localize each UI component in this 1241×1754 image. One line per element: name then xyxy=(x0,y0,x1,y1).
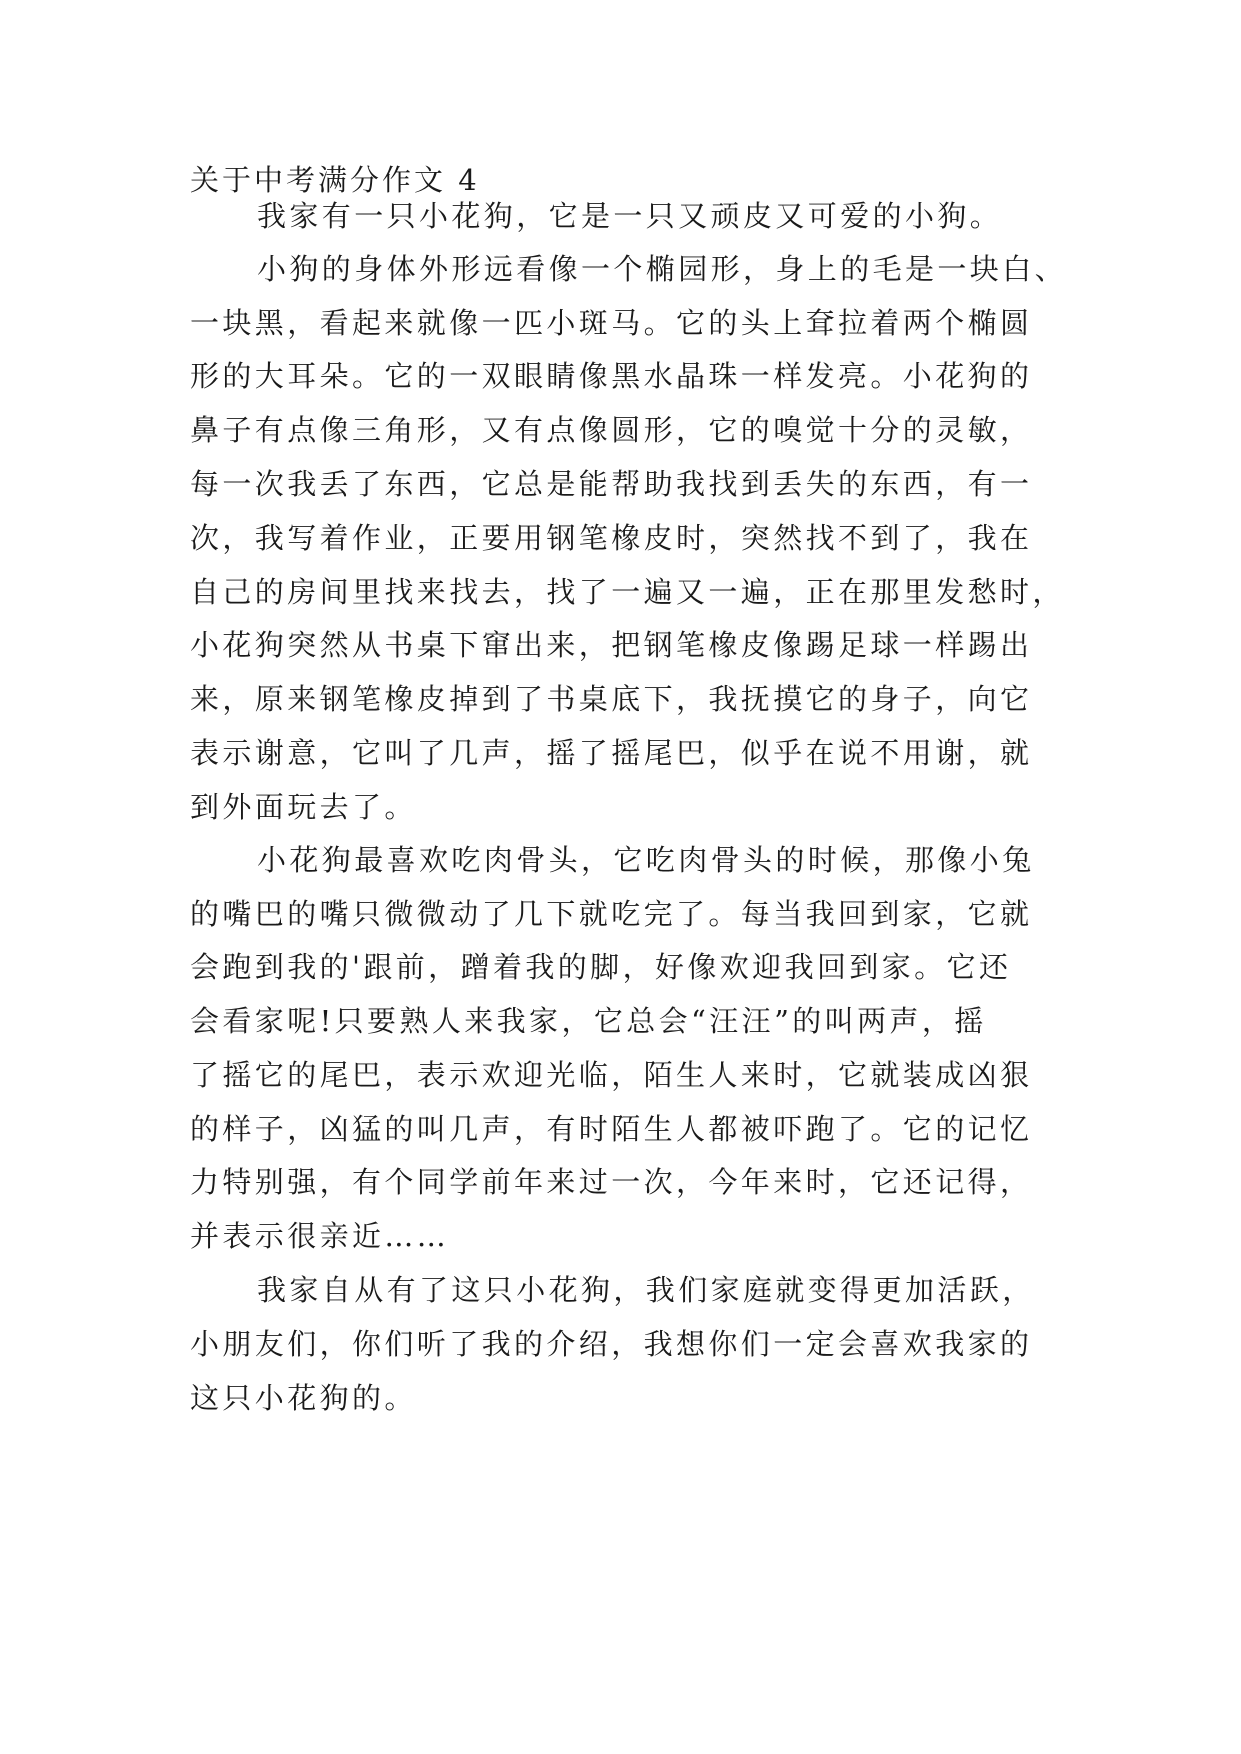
paragraph-3-line-5: 了摇它的尾巴，表示欢迎光临，陌生人来时，它就装成凶狠 xyxy=(190,1058,1033,1092)
paragraph-3-line-1: 小花狗最喜欢吃肉骨头，它吃肉骨头的时候，那像小兔 xyxy=(257,843,1035,877)
paragraph-2-line-3: 形的大耳朵。它的一双眼睛像黑水晶珠一样发亮。小花狗的 xyxy=(190,359,1033,393)
paragraph-2-line-11: 到外面玩去了。 xyxy=(190,790,417,824)
paragraph-3-line-4: 会看家呢!只要熟人来我家，它总会“汪汪”的叫两声，摇 xyxy=(190,1004,987,1038)
paragraph-2-line-1: 小狗的身体外形远看像一个椭园形，身上的毛是一块白、 xyxy=(257,252,1068,286)
paragraph-2-line-7: 自己的房间里找来找去，找了一遍又一遍，正在那里发愁时， xyxy=(190,575,1065,609)
paragraph-4-line-2: 小朋友们，你们听了我的介绍，我想你们一定会喜欢我家的 xyxy=(190,1327,1033,1361)
paragraph-2-line-10: 表示谢意，它叫了几声，摇了摇尾巴，似乎在说不用谢，就 xyxy=(190,736,1033,770)
paragraph-2-line-5: 每一次我丢了东西，它总是能帮助我找到丢失的东西，有一 xyxy=(190,467,1033,501)
document-title: 关于中考满分作文 4 xyxy=(190,163,480,197)
paragraph-3-line-7: 力特别强，有个同学前年来过一次，今年来时，它还记得， xyxy=(190,1165,1033,1199)
paragraph-2-line-8: 小花狗突然从书桌下窜出来，把钢笔橡皮像踢足球一样踢出 xyxy=(190,628,1033,662)
paragraph-3-line-8: 并表示很亲近…… xyxy=(190,1219,450,1253)
paragraph-4-line-1: 我家自从有了这只小花狗，我们家庭就变得更加活跃， xyxy=(257,1273,1035,1307)
paragraph-1-line-1: 我家有一只小花狗，它是一只又顽皮又可爱的小狗。 xyxy=(257,199,1003,233)
paragraph-3-line-2: 的嘴巴的嘴只微微动了几下就吃完了。每当我回到家，它就 xyxy=(190,897,1033,931)
paragraph-2-line-2: 一块黑，看起来就像一匹小斑马。它的头上耷拉着两个椭圆 xyxy=(190,306,1033,340)
paragraph-3-line-6: 的样子，凶猛的叫几声，有时陌生人都被吓跑了。它的记忆 xyxy=(190,1112,1033,1146)
paragraph-2-line-6: 次，我写着作业，正要用钢笔橡皮时，突然找不到了，我在 xyxy=(190,521,1033,555)
paragraph-3-line-3: 会跑到我的'跟前，蹭着我的脚，好像欢迎我回到家。它还 xyxy=(190,950,1012,984)
paragraph-4-line-3: 这只小花狗的。 xyxy=(190,1381,417,1415)
paragraph-2-line-9: 来，原来钢笔橡皮掉到了书桌底下，我抚摸它的身子，向它 xyxy=(190,682,1033,716)
paragraph-2-line-4: 鼻子有点像三角形，又有点像圆形，它的嗅觉十分的灵敏， xyxy=(190,413,1033,447)
